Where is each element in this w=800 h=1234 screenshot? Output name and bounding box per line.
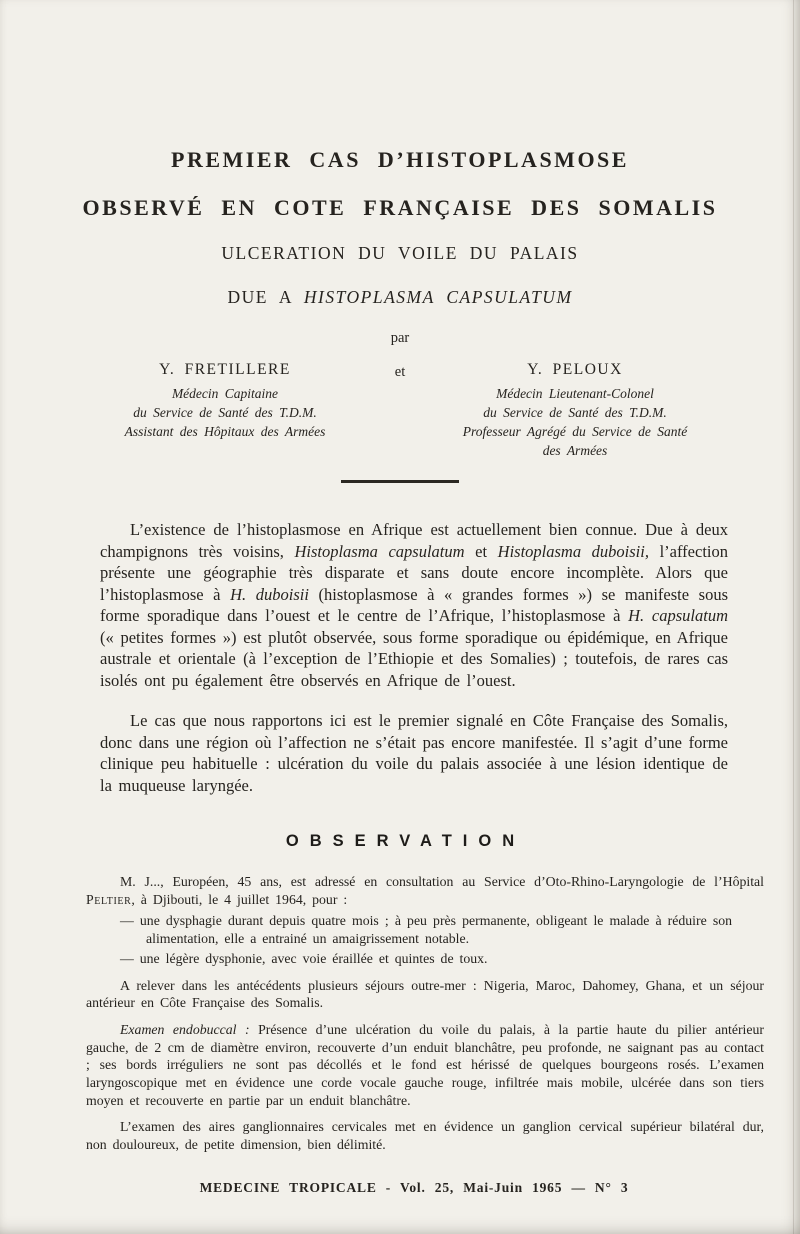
article-title-line2: OBSERVÉ EN COTE FRANÇAISE DES SOMALIS bbox=[82, 195, 718, 220]
intro-paragraph-1: L’existence de l’histoplasmose en Afrique est actuellement bien connue. Due à deux champignons très voisins, Histoplasma capsulatum et Histoplasma duboisii, l’affection présente une géographie très disparate et sans doute encore incomplète. Alors que l’histoplasmose à H. duboisii (histoplasmose à « grandes formes ») se manifeste sous forme sporadique dans l’ouest et le centre de l’Afrique, l’histoplasmose à H. capsulatum (« petites formes ») est plutôt observée, sous forme sporadique ou épidémique, en Afrique australe et orientale (à l’exception de l’Ethiopie et des Somalies) ; toutefois, de rares cas isolés ont pu également être observés en Afrique de l’ouest. bbox=[100, 520, 729, 690]
author-right bbox=[430, 361, 720, 460]
article-title-line1: PREMIER CAS D’HISTOPLASMOSE bbox=[171, 147, 629, 172]
article-subtitle-line2: DUE A HISTOPLASMA CAPSULATUM bbox=[227, 287, 573, 307]
observation-section bbox=[86, 873, 764, 1154]
author-right-affiliation-line: des Armées bbox=[542, 443, 608, 458]
author-right-affiliation-line: du Service de Santé des T.D.M. bbox=[483, 405, 667, 420]
author-left-affiliation-line: Assistant des Hôpitaux des Armées bbox=[124, 424, 326, 439]
author-right-name: Y. PELOUX bbox=[527, 361, 623, 378]
author-right-affiliation-line: Professeur Agrégé du Service de Santé bbox=[462, 424, 688, 439]
author-left-affiliation-line: du Service de Santé des T.D.M. bbox=[133, 405, 317, 420]
article-header bbox=[0, 146, 800, 347]
authors-connector: et bbox=[394, 364, 406, 380]
author-left bbox=[80, 361, 370, 441]
author-left-affiliation-line: Médecin Capitaine bbox=[171, 386, 279, 401]
byline-par: par bbox=[390, 330, 410, 346]
observation-paragraph-ganglions: L’examen des aires ganglionnaires cervicales met en évidence un ganglion cervical supérieur bilatéral dur, non douloureux, de petite dimension, bien délimité. bbox=[86, 1119, 764, 1153]
observation-paragraph-patient: M. J..., Européen, 45 ans, est adressé en consultation au Service d’Oto-Rhino-Laryngologie de l’Hôpital Peltier, à Djibouti, le 4 juillet 1964, pour : bbox=[86, 874, 764, 907]
observation-symptom-item: — une légère dysphonie, avec voie éraillée et quintes de toux. bbox=[120, 950, 488, 966]
article-subtitle-line1: ULCERATION DU VOILE DU PALAIS bbox=[221, 243, 579, 263]
observation-paragraph-examen-endobuccal: Examen endobuccal : Présence d’une ulcération du voile du palais, à la partie haute du pilier antérieur gauche, de 2 cm de diamètre environ, recouverte d’un enduit blanchâtre, peu profonde, ne saignant pas au contact ; ses bords irréguliers ne sont pas décollés et le fond est hérissé de quelques bourgeons rosés. L’examen laryngoscopique met en évidence une corde vocale gauche rouge, infiltrée mais mobile, ulcérée dans son tiers moyen et recouverte en partie par un enduit blanchâtre. bbox=[86, 1021, 764, 1108]
observation-paragraph-antecedents: A relever dans les antécédents plusieurs séjours outre-mer : Nigeria, Maroc, Dahomey, Ghana, et un séjour antérieur en Côte Française des Somalis. bbox=[86, 977, 764, 1011]
authors-block bbox=[80, 361, 720, 460]
author-right-affiliation-line: Médecin Lieutenant-Colonel bbox=[496, 386, 654, 401]
observation-symptom-item: — une dysphagie durant depuis quatre mois ; à peu près permanente, obligeant le malade à réduire son alimentation, elle a entrainé un amaigrissement notable. bbox=[120, 913, 732, 947]
author-left-name: Y. FRETILLERE bbox=[159, 361, 291, 378]
journal-footer: MEDECINE TROPICALE - Vol. 25, Mai-Juin 1965 — N° 3 bbox=[199, 1179, 629, 1195]
section-divider-rule bbox=[341, 480, 459, 483]
introduction-section bbox=[100, 519, 728, 796]
intro-paragraph-2: Le cas que nous rapportons ici est le premier signalé en Côte Française des Somalis, donc dans une région où l’affection ne s’était pas encore manifestée. Il s’agit d’une forme clinique peu habituelle : ulcération du voile du palais associée à une lésion identique de la muqueuse laryngée. bbox=[100, 711, 728, 795]
observation-heading: OBSERVATION bbox=[285, 832, 526, 850]
